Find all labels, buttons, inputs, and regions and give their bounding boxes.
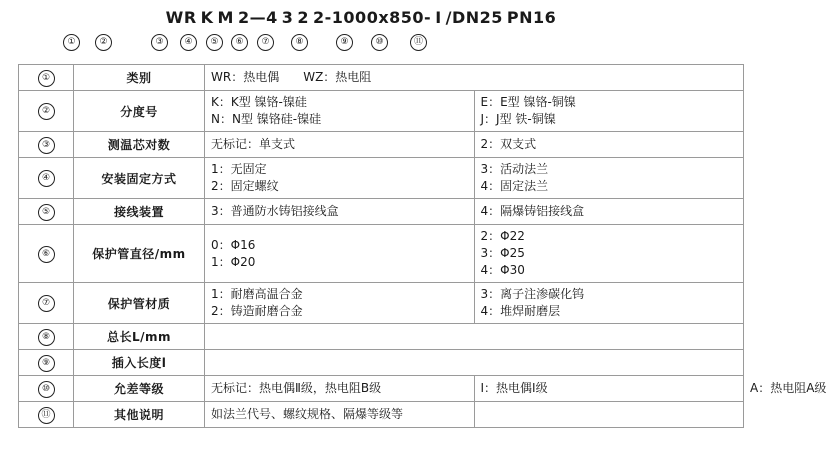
value-line: Ⅰ：热电偶Ⅰ级 — [480, 381, 548, 395]
row-label-cell: 插入长度l — [74, 350, 205, 376]
value-lines — [481, 405, 738, 424]
row-index-cell — [19, 158, 74, 199]
value-lines — [211, 202, 468, 221]
value-line: 4：固定法兰 — [480, 179, 549, 193]
table-row — [19, 91, 744, 132]
code-marker: ⑨ — [336, 34, 353, 51]
row-index-cell — [19, 132, 74, 158]
table-row: ⑩ 允差等级 无标记：热电偶Ⅱ级，热电阻B级 Ⅰ：热电偶Ⅰ级 A：热电阻A级 — [19, 376, 744, 402]
marker-row — [0, 34, 722, 54]
code-segment: /DN25 — [445, 8, 503, 27]
code-marker: ⑪ — [410, 34, 427, 51]
row-label-cell: 保护管直径/mm — [74, 225, 205, 283]
value-lines — [481, 202, 738, 221]
code-segment: K — [200, 8, 214, 27]
table-row — [19, 350, 744, 376]
row-index-marker: ① — [38, 70, 55, 87]
code-segment: WR — [165, 8, 197, 27]
table-row — [19, 158, 744, 199]
value-lines — [481, 228, 738, 279]
value-lines — [481, 286, 738, 320]
row-value-cell — [205, 376, 475, 402]
row-index-cell — [19, 283, 74, 324]
row-index-marker: ⑨ — [38, 355, 55, 372]
code-marker: ② — [95, 34, 112, 51]
value-line: 4：堆焊耐磨层 — [480, 304, 561, 318]
value-line: J：J型 铁-铜镍 — [480, 112, 556, 126]
code-marker: ⑥ — [231, 34, 248, 51]
row-value-cell — [205, 350, 744, 376]
row-label-cell: 类别 — [74, 65, 205, 91]
code-marker: ⑦ — [257, 34, 274, 51]
code-marker: ④ — [180, 34, 197, 51]
row-index-marker: ⑤ — [38, 204, 55, 221]
value-line: 2：双支式 — [480, 137, 537, 151]
table-row — [19, 225, 744, 283]
row-index-marker: ⑦ — [38, 295, 55, 312]
row-index-cell — [19, 65, 74, 91]
row-value-cell — [205, 225, 475, 283]
value-lines — [211, 286, 468, 320]
row-value-cell — [474, 402, 744, 428]
row-value-cell — [474, 199, 744, 225]
value-line — [211, 353, 737, 372]
code-marker: ⑤ — [206, 34, 223, 51]
value-lines — [481, 135, 738, 154]
value-line: 3：Φ25 — [480, 246, 525, 260]
row-value-cell — [474, 132, 744, 158]
value-line: 3：普通防水铸铝接线盒 — [211, 204, 339, 218]
row-value-cell — [205, 402, 475, 428]
table-row — [19, 402, 744, 428]
specification-table-body — [19, 65, 826, 428]
value-line — [211, 327, 737, 346]
value-line: 无标记：单支式 — [211, 137, 296, 151]
value-line: N：N型 镍铬硅-镍硅 — [211, 112, 322, 126]
row-label-cell: 分度号 — [74, 91, 205, 132]
row-value-cell — [474, 91, 744, 132]
value-lines — [211, 161, 468, 195]
row-index-marker: ⑪ — [38, 407, 55, 424]
value-lines — [211, 327, 737, 346]
row-value-cell — [205, 324, 744, 350]
code-segment: PN16 — [506, 8, 557, 27]
row-index-cell — [19, 376, 74, 402]
row-index-marker: ⑥ — [38, 246, 55, 263]
row-index-marker: ③ — [38, 137, 55, 154]
value-line: 3：离子注渗碳化钨 — [480, 287, 585, 301]
value-line: 无标记：热电偶Ⅱ级，热电阻B级 — [211, 381, 382, 395]
code-segment: 2—4 — [237, 8, 278, 27]
code-segment: 2 — [297, 8, 310, 27]
code-marker: ③ — [151, 34, 168, 51]
row-value-cell — [205, 132, 475, 158]
value-line: 4：Φ30 — [480, 263, 525, 277]
value-line: E：E型 镍铬-铜镍 — [480, 95, 576, 109]
value-lines — [211, 405, 468, 424]
row-value-cell — [474, 158, 744, 199]
value-lines — [211, 379, 468, 398]
row-index-cell — [19, 225, 74, 283]
code-marker: ⑩ — [371, 34, 388, 51]
row-label-cell: 总长L/mm — [74, 324, 205, 350]
row-index-cell — [19, 324, 74, 350]
row-label-cell: 其他说明 — [74, 402, 205, 428]
row-index-marker: ⑧ — [38, 329, 55, 346]
code-segment: 3 — [281, 8, 294, 27]
row-index-marker: ② — [38, 103, 55, 120]
row-value-cell — [205, 283, 475, 324]
row-value-cell — [474, 283, 744, 324]
value-line: 2：固定螺纹 — [211, 179, 279, 193]
row-index-cell — [19, 350, 74, 376]
table-row — [19, 65, 744, 91]
row-index-marker: ④ — [38, 170, 55, 187]
row-label-cell: 接线装置 — [74, 199, 205, 225]
row-index-cell — [19, 91, 74, 132]
model-code-line — [0, 8, 722, 27]
value-line: 2：Φ22 — [480, 229, 525, 243]
row-label-cell: 测温芯对数 — [74, 132, 205, 158]
row-value-cell — [474, 376, 744, 402]
value-lines — [211, 135, 468, 154]
value-line: 如法兰代号、螺纹规格、隔爆等级等 — [211, 407, 404, 421]
row-value-cell — [205, 91, 475, 132]
row-value-cell — [205, 158, 475, 199]
value-line: 0：Φ16 — [211, 237, 256, 252]
value-lines — [211, 353, 737, 372]
code-segment: 2-1000x850- — [313, 8, 432, 27]
table-row — [19, 199, 744, 225]
value-lines — [481, 94, 738, 128]
table-row — [19, 132, 744, 158]
value-line: K：K型 镍铬-镍硅 — [211, 95, 307, 109]
row-label-cell: 安装固定方式 — [74, 158, 205, 199]
table-row — [19, 283, 744, 324]
value-line: 1：耐磨高温合金 — [211, 287, 303, 301]
value-line: WR：热电偶 WZ：热电阻 — [211, 70, 372, 84]
value-lines — [211, 68, 737, 87]
code-segment: Ⅰ — [435, 8, 442, 27]
row-value-cell — [474, 225, 744, 283]
code-segment: M — [217, 8, 234, 27]
value-line: 4：隔爆铸铝接线盒 — [480, 204, 585, 218]
specification-table — [18, 64, 826, 428]
row-value-cell — [205, 65, 744, 91]
code-marker: ① — [63, 34, 80, 51]
code-marker: ⑧ — [291, 34, 308, 51]
value-line: 1：Φ20 — [211, 254, 256, 269]
value-lines — [211, 237, 468, 271]
row-value-cell — [205, 199, 475, 225]
value-line: 2：铸造耐磨合金 — [211, 304, 303, 318]
row-label-cell: 允差等级 — [74, 376, 205, 402]
value-lines — [481, 379, 738, 398]
value-lines — [481, 161, 738, 195]
row-index-cell — [19, 402, 74, 428]
row-label-cell: 保护管材质 — [74, 283, 205, 324]
value-line: 3：活动法兰 — [480, 162, 549, 176]
value-lines — [211, 94, 468, 128]
row-index-cell — [19, 199, 74, 225]
value-line: 1：无固定 — [211, 162, 267, 176]
table-row — [19, 324, 744, 350]
value-line — [481, 405, 738, 424]
row-index-marker: ⑩ — [38, 381, 55, 398]
